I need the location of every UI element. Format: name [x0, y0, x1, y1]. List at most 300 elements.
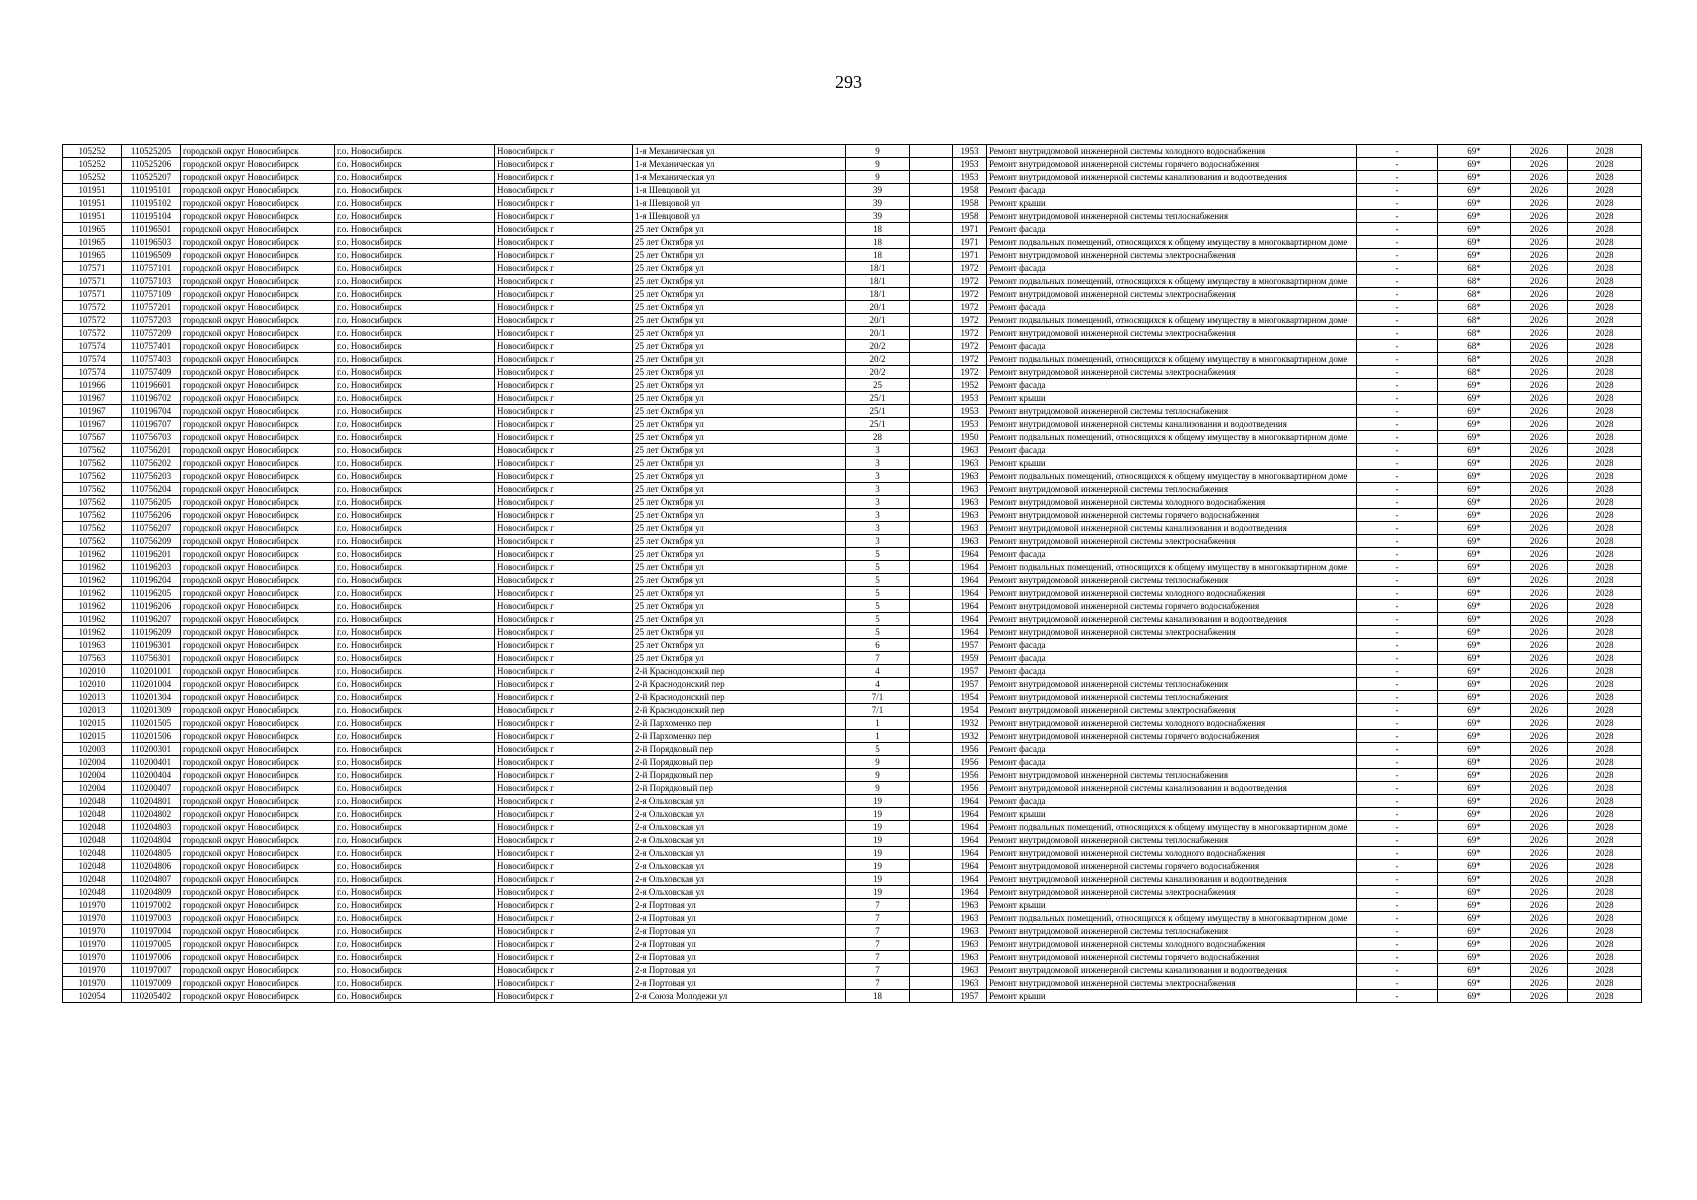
year-to-cell: 2028 — [1568, 184, 1642, 197]
house-number-cell: 3 — [846, 483, 910, 496]
work-id-cell: 110200401 — [122, 756, 181, 769]
term-cell: 69* — [1438, 704, 1511, 717]
term-cell: 69* — [1438, 171, 1511, 184]
term-cell: 69* — [1438, 730, 1511, 743]
dash-cell: - — [1357, 860, 1438, 873]
year-to-cell: 2028 — [1568, 769, 1642, 782]
house-id-cell: 101970 — [63, 899, 122, 912]
year-to-cell: 2028 — [1568, 262, 1642, 275]
house-id-cell: 102054 — [63, 990, 122, 1003]
term-cell: 69* — [1438, 405, 1511, 418]
table-row — [63, 210, 1642, 223]
empty-cell — [910, 457, 953, 470]
district-cell: городской округ Новосибирск — [181, 587, 335, 600]
dash-cell: - — [1357, 730, 1438, 743]
empty-cell — [910, 639, 953, 652]
house-id-cell: 101951 — [63, 184, 122, 197]
build-year-cell: 1953 — [953, 418, 987, 431]
term-cell: 69* — [1438, 756, 1511, 769]
work-type-cell: Ремонт внутридомовой инженерной системы теплоснабжения — [987, 678, 1357, 691]
house-number-cell: 3 — [846, 496, 910, 509]
street-cell: 25 лет Октября ул — [633, 613, 846, 626]
table-row — [63, 639, 1642, 652]
term-cell: 69* — [1438, 769, 1511, 782]
house-id-cell: 107567 — [63, 431, 122, 444]
term-cell: 69* — [1438, 691, 1511, 704]
work-id-cell: 110757201 — [122, 301, 181, 314]
year-to-cell: 2028 — [1568, 392, 1642, 405]
dash-cell: - — [1357, 457, 1438, 470]
year-from-cell: 2026 — [1511, 574, 1568, 587]
term-cell: 69* — [1438, 509, 1511, 522]
year-to-cell: 2028 — [1568, 951, 1642, 964]
district-cell: городской округ Новосибирск — [181, 431, 335, 444]
work-id-cell: 110196509 — [122, 249, 181, 262]
empty-cell — [910, 769, 953, 782]
dash-cell: - — [1357, 808, 1438, 821]
build-year-cell: 1963 — [953, 522, 987, 535]
house-number-cell: 3 — [846, 522, 910, 535]
year-to-cell: 2028 — [1568, 834, 1642, 847]
municipality-cell: г.о. Новосибирск — [335, 262, 495, 275]
work-type-cell: Ремонт крыши — [987, 197, 1357, 210]
settlement-cell: Новосибирск г — [495, 509, 633, 522]
term-cell: 69* — [1438, 821, 1511, 834]
municipality-cell: г.о. Новосибирск — [335, 379, 495, 392]
empty-cell — [910, 366, 953, 379]
empty-cell — [910, 587, 953, 600]
year-from-cell: 2026 — [1511, 509, 1568, 522]
empty-cell — [910, 938, 953, 951]
work-type-cell: Ремонт внутридомовой инженерной системы горячего водоснабжения — [987, 509, 1357, 522]
year-from-cell: 2026 — [1511, 899, 1568, 912]
house-number-cell: 20/2 — [846, 366, 910, 379]
house-id-cell: 102015 — [63, 730, 122, 743]
dash-cell: - — [1357, 171, 1438, 184]
term-cell: 69* — [1438, 678, 1511, 691]
year-from-cell: 2026 — [1511, 379, 1568, 392]
dash-cell: - — [1357, 236, 1438, 249]
term-cell: 69* — [1438, 600, 1511, 613]
year-to-cell: 2028 — [1568, 990, 1642, 1003]
work-type-cell: Ремонт внутридомовой инженерной системы канализования и водоотведения — [987, 613, 1357, 626]
work-type-cell: Ремонт крыши — [987, 808, 1357, 821]
municipality-cell: г.о. Новосибирск — [335, 223, 495, 236]
dash-cell: - — [1357, 652, 1438, 665]
work-id-cell: 110196301 — [122, 639, 181, 652]
work-id-cell: 110204809 — [122, 886, 181, 899]
district-cell: городской округ Новосибирск — [181, 977, 335, 990]
work-id-cell: 110200301 — [122, 743, 181, 756]
empty-cell — [910, 353, 953, 366]
dash-cell: - — [1357, 470, 1438, 483]
house-number-cell: 5 — [846, 574, 910, 587]
year-to-cell: 2028 — [1568, 288, 1642, 301]
settlement-cell: Новосибирск г — [495, 561, 633, 574]
house-id-cell: 102013 — [63, 704, 122, 717]
year-to-cell: 2028 — [1568, 613, 1642, 626]
settlement-cell: Новосибирск г — [495, 587, 633, 600]
municipality-cell: г.о. Новосибирск — [335, 301, 495, 314]
house-id-cell: 102048 — [63, 847, 122, 860]
dash-cell: - — [1357, 548, 1438, 561]
work-id-cell: 110196204 — [122, 574, 181, 587]
house-number-cell: 4 — [846, 665, 910, 678]
street-cell: 25 лет Октября ул — [633, 262, 846, 275]
street-cell: 25 лет Октября ул — [633, 626, 846, 639]
house-id-cell: 107571 — [63, 262, 122, 275]
work-type-cell: Ремонт внутридомовой инженерной системы холодного водоснабжения — [987, 145, 1357, 158]
term-cell: 69* — [1438, 223, 1511, 236]
term-cell: 69* — [1438, 925, 1511, 938]
house-number-cell: 7 — [846, 951, 910, 964]
house-id-cell: 107562 — [63, 509, 122, 522]
empty-cell — [910, 730, 953, 743]
term-cell: 69* — [1438, 938, 1511, 951]
year-to-cell: 2028 — [1568, 405, 1642, 418]
build-year-cell: 1957 — [953, 678, 987, 691]
build-year-cell: 1954 — [953, 704, 987, 717]
year-from-cell: 2026 — [1511, 314, 1568, 327]
district-cell: городской округ Новосибирск — [181, 678, 335, 691]
work-id-cell: 110197003 — [122, 912, 181, 925]
build-year-cell: 1953 — [953, 392, 987, 405]
year-from-cell: 2026 — [1511, 769, 1568, 782]
district-cell: городской округ Новосибирск — [181, 821, 335, 834]
settlement-cell: Новосибирск г — [495, 899, 633, 912]
work-id-cell: 110757401 — [122, 340, 181, 353]
dash-cell: - — [1357, 899, 1438, 912]
settlement-cell: Новосибирск г — [495, 431, 633, 444]
empty-cell — [910, 483, 953, 496]
district-cell: городской округ Новосибирск — [181, 665, 335, 678]
work-id-cell: 110196209 — [122, 626, 181, 639]
year-to-cell: 2028 — [1568, 912, 1642, 925]
district-cell: городской округ Новосибирск — [181, 262, 335, 275]
house-number-cell: 9 — [846, 782, 910, 795]
street-cell: 2-я Ольховская ул — [633, 808, 846, 821]
year-from-cell: 2026 — [1511, 483, 1568, 496]
street-cell: 25 лет Октября ул — [633, 314, 846, 327]
build-year-cell: 1964 — [953, 873, 987, 886]
house-number-cell: 18/1 — [846, 288, 910, 301]
work-id-cell: 110196503 — [122, 236, 181, 249]
build-year-cell: 1972 — [953, 366, 987, 379]
settlement-cell: Новосибирск г — [495, 197, 633, 210]
work-id-cell: 110201004 — [122, 678, 181, 691]
house-number-cell: 19 — [846, 847, 910, 860]
term-cell: 69* — [1438, 392, 1511, 405]
house-id-cell: 107562 — [63, 470, 122, 483]
house-number-cell: 25/1 — [846, 418, 910, 431]
work-type-cell: Ремонт внутридомовой инженерной системы канализования и водоотведения — [987, 171, 1357, 184]
dash-cell: - — [1357, 639, 1438, 652]
year-to-cell: 2028 — [1568, 470, 1642, 483]
year-from-cell: 2026 — [1511, 665, 1568, 678]
table-row — [63, 847, 1642, 860]
municipality-cell: г.о. Новосибирск — [335, 990, 495, 1003]
work-id-cell: 110204801 — [122, 795, 181, 808]
street-cell: 25 лет Октября ул — [633, 587, 846, 600]
municipality-cell: г.о. Новосибирск — [335, 665, 495, 678]
table-row — [63, 236, 1642, 249]
work-type-cell: Ремонт фасада — [987, 639, 1357, 652]
build-year-cell: 1956 — [953, 743, 987, 756]
municipality-cell: г.о. Новосибирск — [335, 288, 495, 301]
house-number-cell: 7 — [846, 925, 910, 938]
street-cell: 25 лет Октября ул — [633, 379, 846, 392]
house-id-cell: 101962 — [63, 600, 122, 613]
street-cell: 25 лет Октября ул — [633, 236, 846, 249]
street-cell: 2-й Краснодонский пер — [633, 691, 846, 704]
term-cell: 69* — [1438, 652, 1511, 665]
table-row — [63, 366, 1642, 379]
work-type-cell: Ремонт внутридомовой инженерной системы горячего водоснабжения — [987, 600, 1357, 613]
year-to-cell: 2028 — [1568, 509, 1642, 522]
street-cell: 1-я Шевцовой ул — [633, 184, 846, 197]
municipality-cell: г.о. Новосибирск — [335, 314, 495, 327]
build-year-cell: 1971 — [953, 223, 987, 236]
house-number-cell: 20/2 — [846, 340, 910, 353]
street-cell: 2-я Союза Молодежи ул — [633, 990, 846, 1003]
street-cell: 25 лет Октября ул — [633, 522, 846, 535]
year-from-cell: 2026 — [1511, 821, 1568, 834]
build-year-cell: 1953 — [953, 405, 987, 418]
street-cell: 25 лет Октября ул — [633, 249, 846, 262]
settlement-cell: Новосибирск г — [495, 951, 633, 964]
term-cell: 69* — [1438, 665, 1511, 678]
year-from-cell: 2026 — [1511, 847, 1568, 860]
year-from-cell: 2026 — [1511, 678, 1568, 691]
empty-cell — [910, 444, 953, 457]
house-id-cell: 101965 — [63, 249, 122, 262]
district-cell: городской округ Новосибирск — [181, 847, 335, 860]
work-id-cell: 110204803 — [122, 821, 181, 834]
house-number-cell: 9 — [846, 158, 910, 171]
district-cell: городской округ Новосибирск — [181, 184, 335, 197]
work-id-cell: 110757409 — [122, 366, 181, 379]
house-id-cell: 107563 — [63, 652, 122, 665]
settlement-cell: Новосибирск г — [495, 483, 633, 496]
street-cell: 1-я Шевцовой ул — [633, 197, 846, 210]
year-to-cell: 2028 — [1568, 353, 1642, 366]
work-id-cell: 110756203 — [122, 470, 181, 483]
build-year-cell: 1963 — [953, 509, 987, 522]
empty-cell — [910, 301, 953, 314]
settlement-cell: Новосибирск г — [495, 418, 633, 431]
settlement-cell: Новосибирск г — [495, 405, 633, 418]
year-from-cell: 2026 — [1511, 860, 1568, 873]
year-to-cell: 2028 — [1568, 704, 1642, 717]
house-id-cell: 107574 — [63, 366, 122, 379]
work-id-cell: 110757203 — [122, 314, 181, 327]
dash-cell: - — [1357, 210, 1438, 223]
term-cell: 68* — [1438, 288, 1511, 301]
district-cell: городской округ Новосибирск — [181, 171, 335, 184]
municipality-cell: г.о. Новосибирск — [335, 405, 495, 418]
house-id-cell: 101967 — [63, 418, 122, 431]
term-cell: 69* — [1438, 860, 1511, 873]
district-cell: городской округ Новосибирск — [181, 535, 335, 548]
dash-cell: - — [1357, 782, 1438, 795]
year-to-cell: 2028 — [1568, 171, 1642, 184]
table-row — [63, 379, 1642, 392]
dash-cell: - — [1357, 444, 1438, 457]
repair-schedule-table — [62, 144, 1642, 1003]
municipality-cell: г.о. Новосибирск — [335, 366, 495, 379]
table-row — [63, 600, 1642, 613]
street-cell: 2-я Портовая ул — [633, 951, 846, 964]
district-cell: городской округ Новосибирск — [181, 223, 335, 236]
house-id-cell: 101967 — [63, 392, 122, 405]
table-row — [63, 951, 1642, 964]
work-id-cell: 110196702 — [122, 392, 181, 405]
work-id-cell: 110756301 — [122, 652, 181, 665]
build-year-cell: 1971 — [953, 236, 987, 249]
dash-cell: - — [1357, 912, 1438, 925]
term-cell: 69* — [1438, 184, 1511, 197]
dash-cell: - — [1357, 535, 1438, 548]
work-type-cell: Ремонт подвальных помещений, относящихся к общему имуществу в многоквартирном доме — [987, 275, 1357, 288]
empty-cell — [910, 756, 953, 769]
empty-cell — [910, 977, 953, 990]
municipality-cell: г.о. Новосибирск — [335, 925, 495, 938]
table-row — [63, 938, 1642, 951]
settlement-cell: Новосибирск г — [495, 145, 633, 158]
work-type-cell: Ремонт внутридомовой инженерной системы канализования и водоотведения — [987, 418, 1357, 431]
house-id-cell: 102048 — [63, 886, 122, 899]
year-from-cell: 2026 — [1511, 886, 1568, 899]
municipality-cell: г.о. Новосибирск — [335, 821, 495, 834]
work-type-cell: Ремонт внутридомовой инженерной системы электроснабжения — [987, 366, 1357, 379]
district-cell: городской округ Новосибирск — [181, 652, 335, 665]
empty-cell — [910, 847, 953, 860]
year-to-cell: 2028 — [1568, 301, 1642, 314]
municipality-cell: г.о. Новосибирск — [335, 639, 495, 652]
street-cell: 25 лет Октября ул — [633, 288, 846, 301]
settlement-cell: Новосибирск г — [495, 600, 633, 613]
year-to-cell: 2028 — [1568, 782, 1642, 795]
work-id-cell: 110195102 — [122, 197, 181, 210]
street-cell: 25 лет Октября ул — [633, 483, 846, 496]
municipality-cell: г.о. Новосибирск — [335, 782, 495, 795]
dash-cell: - — [1357, 587, 1438, 600]
table-row — [63, 249, 1642, 262]
street-cell: 25 лет Октября ул — [633, 561, 846, 574]
table-row — [63, 990, 1642, 1003]
street-cell: 2-я Портовая ул — [633, 912, 846, 925]
empty-cell — [910, 782, 953, 795]
year-from-cell: 2026 — [1511, 236, 1568, 249]
year-from-cell: 2026 — [1511, 977, 1568, 990]
term-cell: 69* — [1438, 587, 1511, 600]
empty-cell — [910, 314, 953, 327]
empty-cell — [910, 743, 953, 756]
work-id-cell: 110196207 — [122, 613, 181, 626]
work-type-cell: Ремонт подвальных помещений, относящихся к общему имуществу в многоквартирном доме — [987, 353, 1357, 366]
build-year-cell: 1963 — [953, 444, 987, 457]
work-id-cell: 110196201 — [122, 548, 181, 561]
build-year-cell: 1972 — [953, 353, 987, 366]
repair-schedule-sheet — [62, 144, 1641, 1003]
house-number-cell: 39 — [846, 184, 910, 197]
table-row — [63, 756, 1642, 769]
district-cell: городской округ Новосибирск — [181, 379, 335, 392]
table-row — [63, 171, 1642, 184]
year-to-cell: 2028 — [1568, 249, 1642, 262]
build-year-cell: 1963 — [953, 977, 987, 990]
dash-cell: - — [1357, 938, 1438, 951]
table-row — [63, 392, 1642, 405]
settlement-cell: Новосибирск г — [495, 977, 633, 990]
term-cell: 69* — [1438, 639, 1511, 652]
work-id-cell: 110196601 — [122, 379, 181, 392]
build-year-cell: 1953 — [953, 158, 987, 171]
municipality-cell: г.о. Новосибирск — [335, 730, 495, 743]
work-id-cell: 110204802 — [122, 808, 181, 821]
table-row — [63, 574, 1642, 587]
year-from-cell: 2026 — [1511, 912, 1568, 925]
build-year-cell: 1972 — [953, 288, 987, 301]
build-year-cell: 1964 — [953, 860, 987, 873]
empty-cell — [910, 951, 953, 964]
work-type-cell: Ремонт фасада — [987, 301, 1357, 314]
settlement-cell: Новосибирск г — [495, 470, 633, 483]
house-id-cell: 107572 — [63, 327, 122, 340]
table-row — [63, 145, 1642, 158]
house-number-cell: 9 — [846, 145, 910, 158]
dash-cell: - — [1357, 678, 1438, 691]
empty-cell — [910, 600, 953, 613]
street-cell: 2-й Порядковый пер — [633, 782, 846, 795]
empty-cell — [910, 613, 953, 626]
dash-cell: - — [1357, 691, 1438, 704]
work-id-cell: 110756703 — [122, 431, 181, 444]
work-type-cell: Ремонт внутридомовой инженерной системы электроснабжения — [987, 535, 1357, 548]
house-number-cell: 6 — [846, 639, 910, 652]
house-id-cell: 101962 — [63, 626, 122, 639]
house-number-cell: 19 — [846, 860, 910, 873]
house-number-cell: 3 — [846, 457, 910, 470]
dash-cell: - — [1357, 223, 1438, 236]
dash-cell: - — [1357, 340, 1438, 353]
year-from-cell: 2026 — [1511, 626, 1568, 639]
table-row — [63, 496, 1642, 509]
empty-cell — [910, 522, 953, 535]
district-cell: городской округ Новосибирск — [181, 730, 335, 743]
district-cell: городской округ Новосибирск — [181, 691, 335, 704]
district-cell: городской округ Новосибирск — [181, 210, 335, 223]
dash-cell: - — [1357, 366, 1438, 379]
municipality-cell: г.о. Новосибирск — [335, 626, 495, 639]
term-cell: 69* — [1438, 977, 1511, 990]
dash-cell: - — [1357, 275, 1438, 288]
work-type-cell: Ремонт внутридомовой инженерной системы холодного водоснабжения — [987, 587, 1357, 600]
work-id-cell: 110205402 — [122, 990, 181, 1003]
table-row — [63, 548, 1642, 561]
house-id-cell: 107562 — [63, 483, 122, 496]
year-from-cell: 2026 — [1511, 808, 1568, 821]
year-to-cell: 2028 — [1568, 366, 1642, 379]
street-cell: 25 лет Октября ул — [633, 457, 846, 470]
year-to-cell: 2028 — [1568, 223, 1642, 236]
year-from-cell: 2026 — [1511, 418, 1568, 431]
municipality-cell: г.о. Новосибирск — [335, 977, 495, 990]
work-type-cell: Ремонт фасада — [987, 184, 1357, 197]
municipality-cell: г.о. Новосибирск — [335, 353, 495, 366]
empty-cell — [910, 821, 953, 834]
work-type-cell: Ремонт подвальных помещений, относящихся к общему имуществу в многоквартирном доме — [987, 431, 1357, 444]
